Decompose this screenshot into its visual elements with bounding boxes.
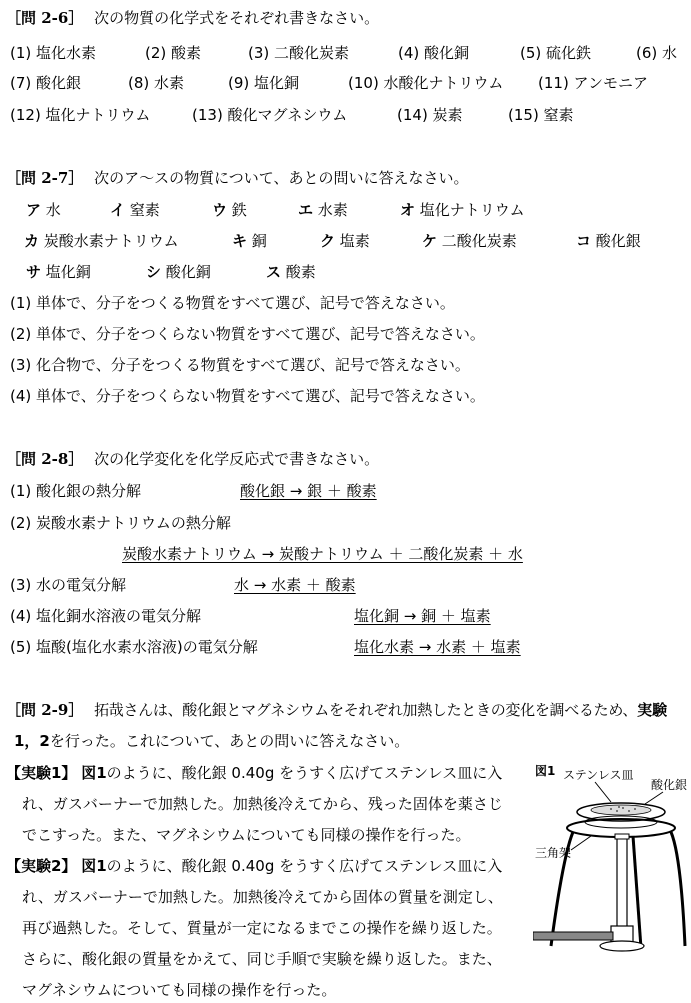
- reaction-equation: 酸化銀 → 銀 ＋ 酸素: [240, 482, 377, 500]
- label-stainless-dish: ステンレス皿: [563, 768, 634, 782]
- q28-heading: [6, 449, 379, 469]
- q29-intro: 拓哉さんは、酸化銀とマグネシウムをそれぞれ加熱したときの変化を調べるため、: [94, 701, 638, 719]
- figure-title: 図1: [535, 764, 556, 778]
- q26-item: (13) 酸化マグネシウム: [192, 106, 348, 124]
- q27-prompt: 次のア～スの物質について、あとの問いに答えなさい。: [94, 169, 469, 187]
- exp2-label: 【実験2】: [6, 857, 77, 875]
- reaction-equation: 塩化水素 → 水素 ＋ 塩素: [354, 638, 521, 656]
- q26-item: (15) 窒素: [508, 106, 574, 124]
- substance-option: ア 水: [26, 201, 61, 219]
- reaction-equation: 塩化銅 → 銅 ＋ 塩素: [354, 607, 491, 625]
- q26-item: (8) 水素: [128, 74, 185, 92]
- exp2-line: さらに、酸化銀の質量をかえて、同じ手順で実験を繰り返した。また、: [22, 950, 502, 968]
- reaction-name: (1) 酸化銀の熱分解: [10, 482, 142, 500]
- q26-item: (3) 二酸化炭素: [248, 44, 350, 62]
- q26-item: (1) 塩化水素: [10, 44, 97, 62]
- exp1-fig-ref: 図1: [81, 764, 107, 782]
- reaction-equation: 水 → 水素 ＋ 酸素: [234, 576, 356, 594]
- label-tripod: 三角架: [535, 846, 572, 860]
- q27-label: ［問 2-7］: [6, 169, 84, 187]
- q29-intro-rest: を行った。これについて、あとの問いに答えなさい。: [49, 732, 410, 750]
- q27-question: (4) 単体で、分子をつくらない物質をすべて選び、記号で答えなさい。: [10, 387, 485, 405]
- substance-option: ケ 二酸化炭素: [422, 232, 517, 250]
- q26-item: (6) 水: [636, 44, 678, 62]
- q26-item: (12) 塩化ナトリウム: [10, 106, 151, 124]
- exp2-line: のように、酸化銀 0.40g をうすく広げてステンレス皿に入: [106, 857, 503, 875]
- reaction-name: (5) 塩酸(塩化水素水溶液)の電気分解: [10, 638, 258, 656]
- substance-option: サ 塩化銅: [26, 263, 91, 281]
- exp2-fig-ref: 図1: [81, 857, 107, 875]
- q26-item: (4) 酸化銅: [398, 44, 470, 62]
- q29-heading: [6, 700, 667, 720]
- q26-item: (2) 酸素: [145, 44, 202, 62]
- substance-option: キ 銅: [232, 232, 267, 250]
- reaction-name: (4) 塩化銅水溶液の電気分解: [10, 607, 202, 625]
- exp1-label: 【実験1】: [6, 764, 77, 782]
- exp1-line: でこすった。また、マグネシウムについても同様の操作を行った。: [22, 826, 471, 844]
- q28-label: ［問 2-8］: [6, 450, 84, 468]
- burner-apparatus-illustration: [533, 756, 691, 956]
- substance-option: ク 塩素: [320, 232, 370, 250]
- q26-heading: [6, 8, 379, 28]
- exp1-line: れ、ガスバーナーで加熱した。加熱後冷えてから、残った固体を薬さじ: [22, 795, 503, 813]
- label-silver-oxide: 酸化銀: [651, 778, 688, 792]
- q26-prompt: 次の物質の化学式をそれぞれ書きなさい。: [94, 9, 380, 27]
- q28-prompt: 次の化学変化を化学反応式で書きなさい。: [94, 450, 380, 468]
- q27-question: (1) 単体で、分子をつくる物質をすべて選び、記号で答えなさい。: [10, 294, 455, 312]
- q29-intro-bold: 実験: [637, 701, 668, 719]
- reaction-name: (2) 炭酸水素ナトリウムの熱分解: [10, 514, 231, 532]
- substance-option: イ 窒素: [110, 201, 160, 219]
- figure-1: [533, 756, 691, 956]
- q29-intro-exp-nums: 1，2: [14, 732, 50, 750]
- exp2-line: 再び過熱した。そして、質量が一定になるまでこの操作を繰り返した。: [22, 919, 502, 937]
- q27-heading: [6, 168, 469, 188]
- substance-option: コ 酸化銀: [576, 232, 641, 250]
- exp2-line: れ、ガスバーナーで加熱した。加熱後冷えてから固体の質量を測定し、: [22, 888, 503, 906]
- q26-item: (5) 硫化鉄: [520, 44, 592, 62]
- substance-option: シ 酸化銅: [146, 263, 211, 281]
- q29-intro-line2: [14, 731, 409, 751]
- q26-item: (14) 炭素: [397, 106, 463, 124]
- q29-label: ［問 2-9］: [6, 701, 84, 719]
- q27-question: (3) 化合物で、分子をつくる物質をすべて選び、記号で答えなさい。: [10, 356, 470, 374]
- q26-item: (9) 塩化銅: [228, 74, 300, 92]
- exp1-line: のように、酸化銀 0.40g をうすく広げてステンレス皿に入: [106, 764, 503, 782]
- substance-option: エ 水素: [298, 201, 348, 219]
- substance-option: カ 炭酸水素ナトリウム: [24, 232, 179, 250]
- q26-label: ［問 2-6］: [6, 9, 84, 27]
- reaction-equation: 炭酸水素ナトリウム → 炭酸ナトリウム ＋ 二酸化炭素 ＋ 水: [122, 545, 523, 563]
- exp2-line: マグネシウムについても同様の操作を行った。: [22, 981, 337, 999]
- substance-option: ウ 鉄: [212, 201, 247, 219]
- q27-question: (2) 単体で、分子をつくらない物質をすべて選び、記号で答えなさい。: [10, 325, 485, 343]
- q26-item: (11) アンモニア: [538, 74, 648, 92]
- q26-item: (10) 水酸化ナトリウム: [348, 74, 504, 92]
- reaction-name: (3) 水の電気分解: [10, 576, 127, 594]
- substance-option: オ 塩化ナトリウム: [400, 201, 525, 219]
- q26-item: (7) 酸化銀: [10, 74, 82, 92]
- substance-option: ス 酸素: [266, 263, 316, 281]
